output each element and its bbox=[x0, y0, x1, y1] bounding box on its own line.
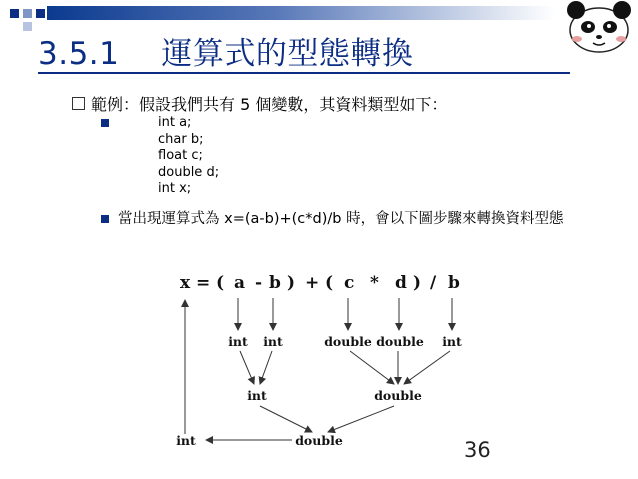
square-bullet-icon bbox=[101, 215, 109, 223]
square-bullet-icon bbox=[101, 119, 109, 127]
intro-bullet bbox=[72, 92, 447, 115]
declaration-line: int a; bbox=[158, 115, 192, 130]
expr-token: + bbox=[305, 273, 320, 293]
expr-token: b bbox=[448, 273, 460, 293]
title-gradient-bar bbox=[47, 6, 555, 20]
hollow-square-bullet-icon bbox=[72, 97, 85, 110]
expr-token: x bbox=[180, 273, 191, 293]
declaration-line: double d; bbox=[158, 164, 220, 180]
slide-title bbox=[38, 28, 413, 73]
panda-logo bbox=[559, 0, 638, 54]
expr-token: ) bbox=[413, 273, 422, 293]
expr-token: / bbox=[430, 273, 437, 293]
expr-token: = bbox=[196, 273, 211, 293]
title-underline bbox=[38, 72, 570, 74]
declaration-line: float c; bbox=[158, 148, 203, 163]
expr-token: d bbox=[395, 273, 407, 293]
variable-declarations bbox=[158, 115, 219, 198]
expr-token: b bbox=[269, 273, 281, 293]
expr-token: - bbox=[255, 273, 263, 293]
type-conversion-diagram bbox=[164, 266, 474, 456]
page-number: 36 bbox=[464, 438, 491, 462]
declaration-line: int x; bbox=[158, 181, 192, 196]
title-text: 運算式的型態轉換 bbox=[161, 36, 414, 72]
level1-type: int bbox=[228, 334, 248, 349]
decor-square-3 bbox=[36, 9, 45, 18]
expr-token: ) bbox=[287, 273, 296, 293]
level1-type: int bbox=[442, 334, 462, 349]
intro-text: 範例：假設我們共有 5 個變數，其資料類型如下： bbox=[91, 95, 448, 114]
level3-right-type: double bbox=[295, 433, 343, 448]
expr-token: * bbox=[370, 273, 379, 293]
section-number: 3.5.1 bbox=[38, 36, 120, 72]
level2-type: double bbox=[374, 388, 422, 403]
level2-type: int bbox=[247, 388, 267, 403]
level1-type: double bbox=[324, 334, 372, 349]
level1-type: int bbox=[263, 334, 283, 349]
expr-token: ( bbox=[216, 273, 225, 293]
expr-token: a bbox=[234, 273, 246, 293]
level1-type: double bbox=[376, 334, 424, 349]
decor-square-4 bbox=[23, 22, 32, 31]
declaration-line: char b; bbox=[158, 131, 204, 147]
expr-token: ( bbox=[325, 273, 334, 293]
conversion-description: 當出現運算式為 x=(a-b)+(c*d)/b 時，會以下圖步驟來轉換資料型態 bbox=[118, 211, 564, 227]
decor-square-2 bbox=[23, 9, 32, 18]
expr-token: c bbox=[344, 273, 355, 293]
level3-left-type: int bbox=[176, 433, 196, 448]
decor-square-1 bbox=[10, 9, 19, 18]
